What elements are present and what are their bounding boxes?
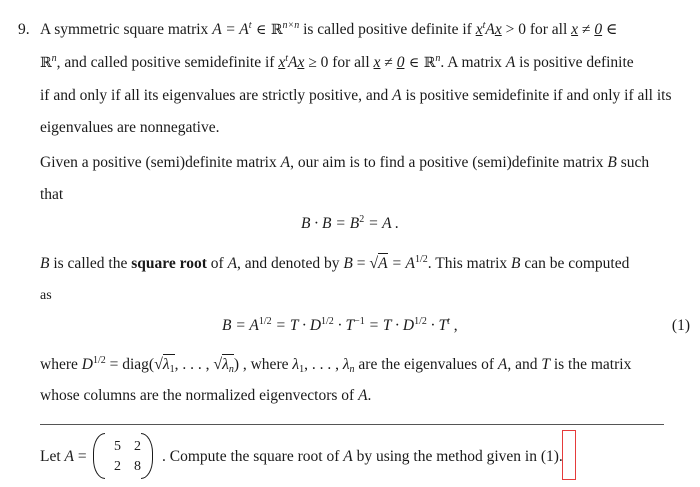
para1-line3: if and only if all its eigenvalues are strictly positive, and A is positive semidefinite if and only if all its [40,87,672,104]
para4-line1: where $D^{1/2}$ = $diag(√\lambda_1$, . . . , $√\lambda_n$) , where $\lambda_1$, . . . , $\lambda_n$ are the eigenvalues of A, and T is the matrix [40,355,632,375]
para1-line1: A symmetric square matrix $A = A^t$ ∈ ℝ$^{n\times n}$ is called positive definite if $x^tAx > 0$ for all x ≠ 0 ∈ [40,20,618,38]
para2-line2: that [40,186,64,203]
matrix-cell: 8 [134,459,141,474]
para3-line1: B is called the square root of A, and denoted by $B = √A = A^{1/2}$. This matrix B can be computed [40,254,630,272]
matrix-right-paren [141,433,153,479]
matrix-cell: 2 [134,439,141,454]
equation-1-number: (1) [671,317,690,334]
task-text: . Compute the square root of A by using the method given in (1). [162,448,563,465]
equation-1: $B = A^{1/2} = T \cdot D^{1/2} \cdot T^{-1} = T \cdot D^{1/2} \cdot T^t$ , [222,316,458,334]
matrix-a [93,433,153,479]
para3-line2: as [40,288,52,303]
para2-line1: Given a positive (semi)definite matrix A, our aim is to find a positive (semi)definite matrix B such [40,154,650,171]
para1-line4: eigenvalues are nonnegative. [40,119,220,136]
divider [40,424,664,425]
para4-line2: whose columns are the normalized eigenvectors of A. [40,387,372,404]
para1-line2: ℝ$^n$, and called positive semidefinite if $x^tAx \ge 0$ for all x ≠ 0 ∈ ℝ$^n$. A matrix A is positive definite [40,53,634,71]
highlight-box [562,430,576,480]
matrix-left-paren [93,433,105,479]
problem-number: 9. [18,21,30,38]
equation-square: $B \cdot B = B^2 = A$ . [300,214,400,232]
term-square-root: square root [131,255,207,272]
task-let: Let A = [40,448,87,465]
equation-reference[interactable]: (1) [540,448,559,465]
matrix-cell: 2 [114,459,121,474]
matrix-cell: 5 [114,439,121,454]
